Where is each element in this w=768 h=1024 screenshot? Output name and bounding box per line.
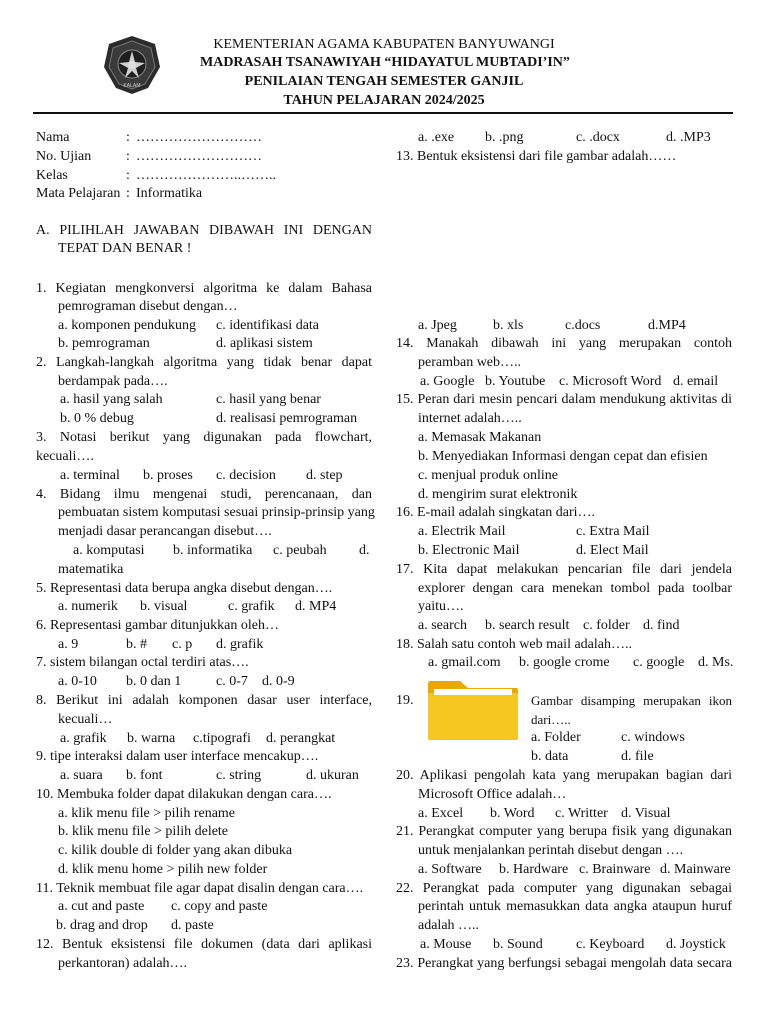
q8-option-a[interactable]: a. grafik bbox=[60, 731, 107, 746]
kelas-field[interactable]: …………………..…….. bbox=[136, 168, 276, 183]
q22-text-cont2: adalah ….. bbox=[418, 918, 480, 933]
q14-option-d[interactable]: d. email bbox=[673, 374, 719, 389]
q10-option-d[interactable]: d. klik menu home > pilih new folder bbox=[58, 862, 268, 877]
q21-option-c[interactable]: c. Brainware bbox=[579, 862, 651, 877]
q20-text: 20. Aplikasi pengolah kata yang merupakan bagian dari bbox=[396, 768, 732, 783]
q2-option-d[interactable]: d. realisasi pemrograman bbox=[216, 411, 358, 426]
q8-text-cont: kecuali… bbox=[58, 712, 113, 727]
q6-text: 6. Representasi gambar ditunjukkan oleh… bbox=[36, 618, 279, 633]
q3-option-a[interactable]: a. terminal bbox=[60, 468, 120, 483]
q12-option-c[interactable]: c. .docx bbox=[576, 130, 620, 145]
q17-text-cont2: yaitu…. bbox=[418, 599, 464, 614]
mapel-value: Informatika bbox=[136, 186, 203, 201]
q15-text: 15. Peran dari mesin pencari dalam mendukung aktivitas di bbox=[396, 392, 732, 407]
q5-option-d[interactable]: d. MP4 bbox=[295, 599, 337, 614]
q20-option-a[interactable]: a. Excel bbox=[418, 806, 464, 821]
q1-text-cont: pemrograman disebut dengan… bbox=[58, 299, 238, 314]
q18-text: 18. Salah satu contoh web mail adalah….. bbox=[396, 637, 632, 652]
q7-option-c[interactable]: c. 0-7 bbox=[216, 674, 248, 689]
q5-option-c[interactable]: c. grafik bbox=[228, 599, 275, 614]
q6-option-c[interactable]: c. p bbox=[172, 637, 193, 652]
q13-option-c[interactable]: c.docs bbox=[565, 318, 601, 333]
q11-text: 11. Teknik membuat file agar dapat disalin dengan cara…. bbox=[36, 881, 364, 896]
q7-option-a[interactable]: a. 0-10 bbox=[58, 674, 97, 689]
q19-option-b[interactable]: b. data bbox=[531, 749, 569, 764]
q4-option-b[interactable]: b. informatika bbox=[173, 543, 253, 558]
q8-text: 8. Berikut ini adalah komponen dasar user interface, bbox=[36, 693, 372, 708]
q20-text-cont: Microsoft Office adalah… bbox=[418, 787, 567, 802]
q4-option-d-cont: matematika bbox=[58, 562, 124, 577]
header-year: TAHUN PELAJARAN 2024/2025 bbox=[283, 93, 485, 108]
q12-text: 12. Bentuk eksistensi file dokumen (data dari aplikasi bbox=[36, 937, 372, 952]
q2-text-cont: berdampak pada…. bbox=[58, 374, 168, 389]
q14-option-a[interactable]: a. Google bbox=[420, 374, 475, 389]
q14-option-c[interactable]: c. Microsoft Word bbox=[559, 374, 662, 389]
q19-text-cont: dari….. bbox=[531, 712, 571, 727]
q13-option-d[interactable]: d.MP4 bbox=[648, 318, 686, 333]
nama-field[interactable]: ……………………… bbox=[136, 130, 262, 145]
q17-text-cont: explorer dengan cara menekan tombol pada toolbar bbox=[418, 581, 732, 596]
q16-option-a[interactable]: a. Electrik Mail bbox=[418, 524, 506, 539]
q7-text: 7. sistem bilangan octal terdiri atas…. bbox=[36, 655, 249, 670]
q16-option-c[interactable]: c. Extra Mail bbox=[576, 524, 650, 539]
section-a-heading-cont: TEPAT DAN BENAR ! bbox=[58, 241, 192, 256]
q14-text: 14. Manakah dibawah ini yang merupakan contoh bbox=[396, 336, 732, 351]
ujian-field[interactable]: ……………………… bbox=[136, 149, 262, 164]
q8-option-c[interactable]: c.tipografi bbox=[193, 731, 251, 746]
section-a-heading: A. PILIHLAH JAWABAN DIBAWAH INI DENGAN bbox=[36, 223, 372, 238]
nama-label: Nama bbox=[36, 130, 70, 145]
q4-text-cont2: menjadi dasar perancangan disebut…. bbox=[58, 524, 272, 539]
q2-text: 2. Langkah-langkah algoritma yang tidak benar dapat bbox=[36, 355, 372, 370]
q17-option-d[interactable]: d. find bbox=[643, 618, 680, 633]
q3-option-d[interactable]: d. step bbox=[306, 468, 343, 483]
kelas-label: Kelas bbox=[36, 168, 68, 183]
q10-text: 10. Membuka folder dapat dilakukan dengan cara…. bbox=[36, 787, 332, 802]
q10-option-b[interactable]: b. klik menu file > pilih delete bbox=[58, 824, 229, 839]
header-ministry: KEMENTERIAN AGAMA KABUPATEN BANYUWANGI bbox=[213, 37, 555, 52]
q1-option-b[interactable]: b. pemrograman bbox=[58, 336, 150, 351]
svg-text:KALAM: KALAM bbox=[123, 83, 141, 89]
q13-option-a[interactable]: a. Jpeg bbox=[418, 318, 457, 333]
q18-option-a[interactable]: a. gmail.com bbox=[428, 655, 501, 670]
q2-option-b[interactable]: b. 0 % debug bbox=[60, 411, 134, 426]
q3-option-b[interactable]: b. proses bbox=[143, 468, 193, 483]
q19-option-d[interactable]: d. file bbox=[621, 749, 654, 764]
q1-option-c[interactable]: c. identifikasi data bbox=[216, 318, 320, 333]
q11-option-a[interactable]: a. cut and paste bbox=[58, 899, 145, 914]
q17-option-a[interactable]: a. search bbox=[418, 618, 467, 633]
q11-option-c[interactable]: c. copy and paste bbox=[171, 899, 268, 914]
q15-text-cont: internet adalah….. bbox=[418, 411, 522, 426]
q1-option-d[interactable]: d. aplikasi sistem bbox=[216, 336, 313, 351]
q22-text-cont: perintah untuk memasukkan data angka ataupun huruf bbox=[418, 899, 732, 914]
q4-option-c[interactable]: c. peubah bbox=[273, 543, 327, 558]
q10-option-c[interactable]: c. kilik double di folder yang akan dibuka bbox=[58, 843, 293, 858]
q22-option-b[interactable]: b. Sound bbox=[493, 937, 543, 952]
q18-option-c[interactable]: c. google bbox=[633, 655, 685, 670]
q3-text: 3. Notasi berikut yang digunakan pada flowchart, bbox=[36, 430, 372, 445]
q1-option-a[interactable]: a. komponen pendukung bbox=[58, 318, 197, 333]
q21-option-b[interactable]: b. Hardware bbox=[499, 862, 569, 877]
q2-option-a[interactable]: a. hasil yang salah bbox=[60, 392, 163, 407]
q4-option-a[interactable]: a. komputasi bbox=[73, 543, 145, 558]
header-divider bbox=[33, 112, 733, 114]
ujian-label: No. Ujian bbox=[36, 149, 92, 164]
q22-text: 22. Perangkat pada computer yang digunakan sebagai bbox=[396, 881, 732, 896]
ujian-sep: : bbox=[126, 149, 130, 164]
q13-option-b[interactable]: b. xls bbox=[493, 318, 524, 333]
q6-option-b[interactable]: b. # bbox=[126, 637, 147, 652]
q17-text: 17. Kita dapat melakukan pencarian file dari jendela bbox=[396, 562, 732, 577]
q10-option-a[interactable]: a. klik menu file > pilih rename bbox=[58, 806, 236, 821]
q8-option-b[interactable]: b. warna bbox=[127, 731, 176, 746]
q9-option-b[interactable]: b. font bbox=[126, 768, 163, 783]
q19-text: Gambar disamping merupakan ikon bbox=[531, 693, 732, 708]
folder-icon bbox=[426, 678, 520, 742]
mapel-label: Mata Pelajaran bbox=[36, 186, 121, 201]
q4-option-d[interactable]: d. bbox=[359, 543, 370, 558]
q17-option-b[interactable]: b. search result bbox=[485, 618, 570, 633]
q2-option-c[interactable]: c. hasil yang benar bbox=[216, 392, 321, 407]
q17-option-c[interactable]: c. folder bbox=[583, 618, 630, 633]
q5-text: 5. Representasi data berupa angka disebut dengan…. bbox=[36, 581, 333, 596]
q3-option-c[interactable]: c. decision bbox=[216, 468, 276, 483]
q3-text-cont: kecuali…. bbox=[36, 449, 94, 464]
q15-option-b[interactable]: b. Menyediakan Informasi dengan cepat dan efisien bbox=[418, 449, 708, 464]
q4-text: 4. Bidang ilmu mengenai studi, perencanaan, dan bbox=[36, 487, 372, 502]
q1-text: 1. Kegiatan mengkonversi algoritma ke dalam Bahasa bbox=[36, 281, 372, 296]
q16-text: 16. E-mail adalah singkatan dari…. bbox=[396, 505, 596, 520]
q19-number: 19. bbox=[396, 693, 414, 708]
q6-option-d[interactable]: d. grafik bbox=[216, 637, 264, 652]
q7-option-d[interactable]: d. 0-9 bbox=[262, 674, 295, 689]
nama-sep: : bbox=[126, 130, 130, 145]
q5-option-b[interactable]: b. visual bbox=[140, 599, 188, 614]
q21-option-d[interactable]: d. Mainware bbox=[660, 862, 731, 877]
q18-option-b[interactable]: b. google crome bbox=[519, 655, 610, 670]
q16-option-b[interactable]: b. Electronic Mail bbox=[418, 543, 520, 558]
header-school: MADRASAH TSANAWIYAH “HIDAYATUL MUBTADI’IN” bbox=[200, 55, 570, 70]
q5-option-a[interactable]: a. numerik bbox=[58, 599, 118, 614]
q20-option-c[interactable]: c. Writter bbox=[555, 806, 608, 821]
kelas-sep: : bbox=[126, 168, 130, 183]
q12-option-b[interactable]: b. .png bbox=[485, 130, 524, 145]
q9-option-c[interactable]: c. string bbox=[216, 768, 262, 783]
q12-option-d[interactable]: d. .MP3 bbox=[666, 130, 711, 145]
q15-option-d[interactable]: d. mengirim surat elektronik bbox=[418, 487, 578, 502]
q9-option-d[interactable]: d. ukuran bbox=[306, 768, 359, 783]
q21-text-cont: untuk menjalankan perintah disebut dengan …. bbox=[418, 843, 684, 858]
q20-option-d[interactable]: d. Visual bbox=[621, 806, 671, 821]
q16-option-d[interactable]: d. Elect Mail bbox=[576, 543, 649, 558]
q14-option-b[interactable]: b. Youtube bbox=[485, 374, 546, 389]
q8-option-d[interactable]: d. perangkat bbox=[266, 731, 336, 746]
q13-text: 13. Bentuk eksistensi dari file gambar adalah…… bbox=[396, 149, 677, 164]
q23-text: 23. Perangkat yang berfungsi sebagai mengolah data secara bbox=[396, 956, 732, 971]
q11-option-d[interactable]: d. paste bbox=[171, 918, 214, 933]
q4-text-cont: pembuatan sistem komputasi sesuai prinsip-prinsip yang bbox=[58, 505, 375, 520]
q6-option-a[interactable]: a. 9 bbox=[58, 637, 79, 652]
q12-option-a[interactable]: a. .exe bbox=[418, 130, 455, 145]
q15-option-c[interactable]: c. menjual produk online bbox=[418, 468, 558, 483]
mapel-sep: : bbox=[126, 186, 130, 201]
q21-text: 21. Perangkat computer yang berupa fisik yang digunakan bbox=[396, 824, 732, 839]
q9-text: 9. tipe interaksi dalam user interface mencakup…. bbox=[36, 749, 319, 764]
q18-option-d[interactable]: d. Ms. bbox=[698, 655, 734, 670]
q19-option-c[interactable]: c. windows bbox=[621, 730, 685, 745]
q21-option-a[interactable]: a. Software bbox=[418, 862, 482, 877]
header-exam: PENILAIAN TENGAH SEMESTER GANJIL bbox=[244, 74, 524, 89]
q7-option-b[interactable]: b. 0 dan 1 bbox=[126, 674, 182, 689]
q9-option-a[interactable]: a. suara bbox=[60, 768, 103, 783]
q12-text-cont: perkantoran) adalah…. bbox=[58, 956, 188, 971]
q22-option-a[interactable]: a. Mouse bbox=[420, 937, 472, 952]
q19-option-a[interactable]: a. Folder bbox=[531, 730, 581, 745]
q11-option-b[interactable]: b. drag and drop bbox=[56, 918, 148, 933]
kemenag-emblem-icon bbox=[103, 35, 161, 95]
q20-option-b[interactable]: b. Word bbox=[490, 806, 535, 821]
q22-option-c[interactable]: c. Keyboard bbox=[576, 937, 645, 952]
q22-option-d[interactable]: d. Joystick bbox=[666, 937, 726, 952]
q14-text-cont: peramban web….. bbox=[418, 355, 522, 370]
q15-option-a[interactable]: a. Memasak Makanan bbox=[418, 430, 542, 445]
